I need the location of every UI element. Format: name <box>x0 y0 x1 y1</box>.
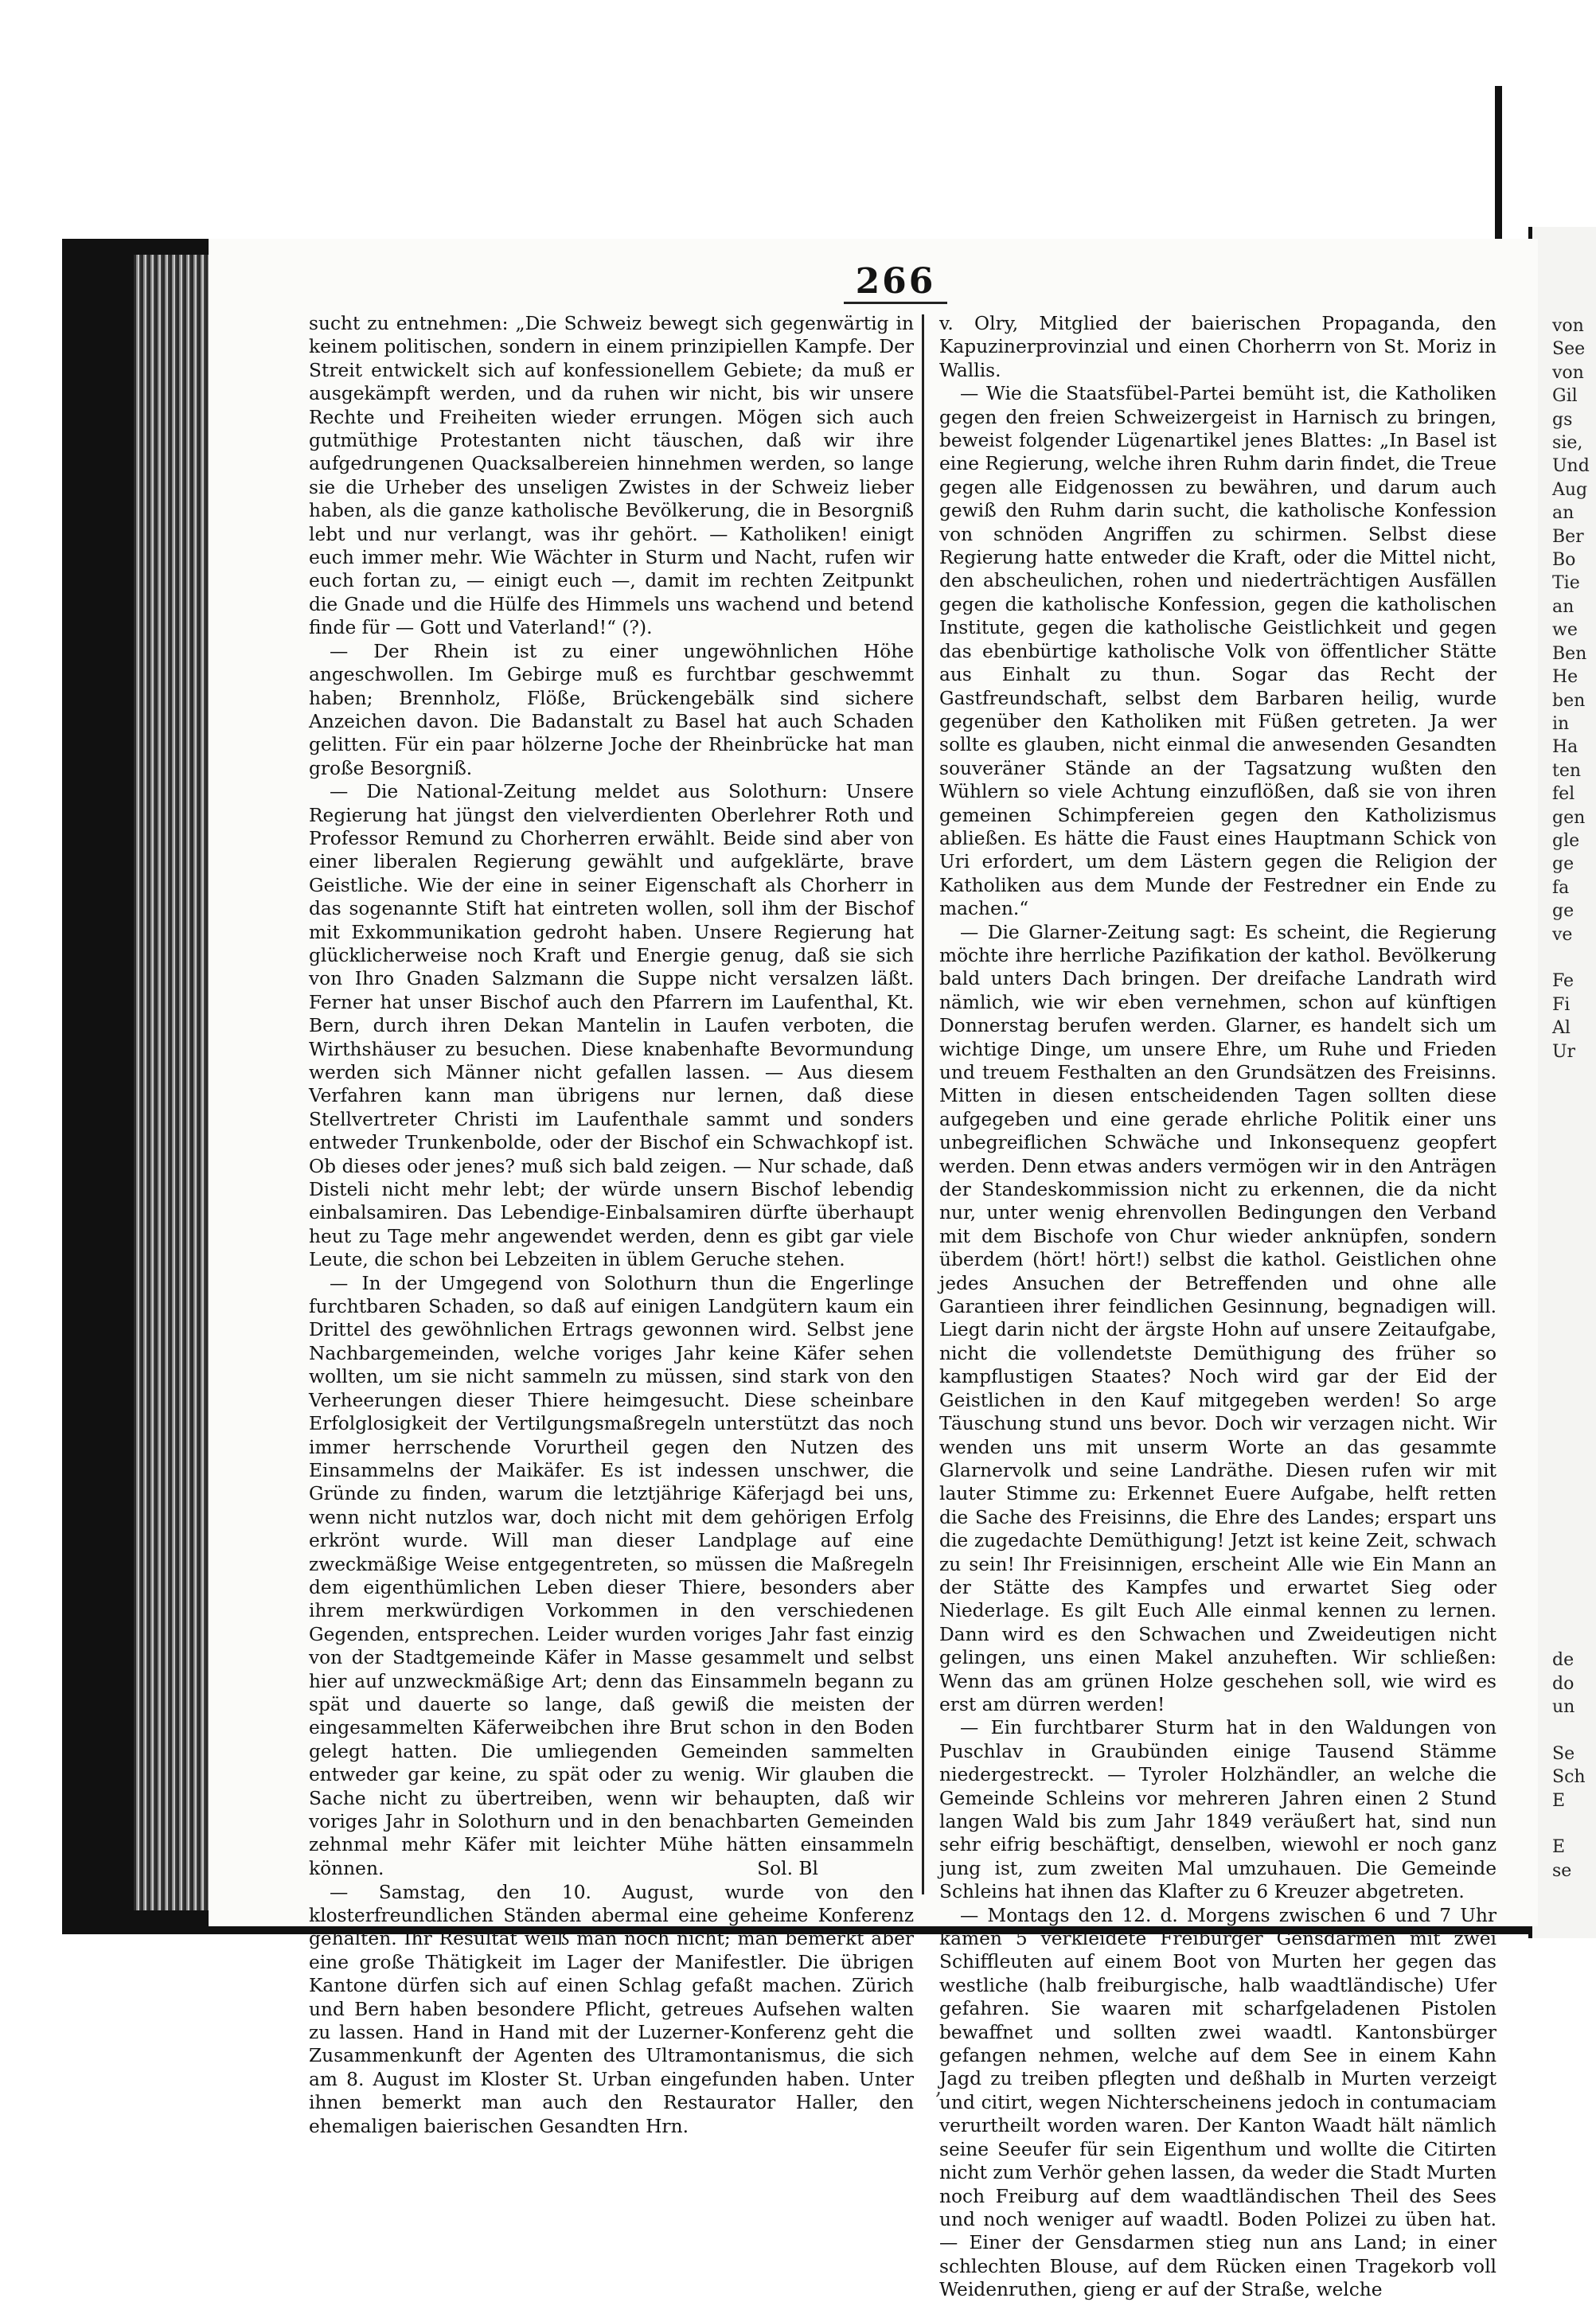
article-paragraph: — Die National-Zeitung meldet aus Solothurn: Unsere Regierung hat jüngst den vielverdienten Oberlehrer Roth und Professor Remund zu Chorherren erwählt. Beide sind aber von einer liberalen Regierung gewählt und aufgeklärte, brave Geistliche. Wie der eine in seiner Eigenschaft als Chorherr in das sogenannte Stift hat eintreten wollen, soll ihm der Bischof mit Exkommunikation gedroht haben. Unsere Regierung hat glücklicherweise noch Kraft und Energie genug, daß sie sich von Ihro Gnaden Salzmann die Suppe nicht versalzen läßt. Ferner hat unser Bischof auch den Pfarrern im Laufenthal, Kt. Bern, durch ihren Dekan Mantelin in Laufen verboten, die Wirthshäuser zu besuchen. Diese knabenhafte Bevormundung werden sich Männer nicht gefallen lassen. — Aus diesem Verfahren kann man übrigens nur lernen, daß diese Stellvertreter Christi im Laufenthale sammt und sonders entweder Trunkenbolde, oder der Bischof ein Schwachkopf ist. Ob dieses oder jenes? muß sich bald zeigen. — Nur schade, daß Disteli nicht mehr lebt; der würde unsern Bischof lebendig einbalsamiren. Das Lebendige-Einbalsamiren dürfte überhaupt heut zu Tage mehr angewendet werden, denn es gibt gar viele Leute, die schon bei Lebzeiten in üblem Geruche stehen. <box>309 781 914 1271</box>
scan-bar <box>1495 86 1502 241</box>
column-divider <box>922 314 924 1894</box>
article-paragraph: — In der Umgegend von Solothurn thun die Engerlinge furchtbaren Schaden, so daß auf einigen Landgütern kaum ein Drittel des gewöhnlichen Ertrags gewonnen wird. Selbst jene Nachbargemeinden, welche voriges Jahr keine Käfer sehen wollten, um sie nicht sammeln zu müssen, sind stark von den Verheerungen dieser Thiere heimgesucht. Diese scheinbare Erfolglosigkeit der Vertilgungsmaßregeln unterstützt das noch immer herrschende Vorurtheil gegen den Nutzen des Einsammelns der Maikäfer. Es ist indessen unschwer, die Gründe zu finden, warum die letztjährige Käferjagd bei uns, wenn nicht nutzlos war, doch nicht mit dem gehörigen Erfolg erkrönt wurde. Will man dieser Landplage auf eine zweckmäßige Weise entgegentreten, so müssen die Maßregeln dem eigenthümlichen Leben dieser Thiere, besonders aber ihrem merkwürdigen Vorkommen in den verschiedenen Gegenden, entsprechen. Leider wurden voriges Jahr fast einzig von der Stadtgemeinde Käfer in Masse gesammelt und selbst hier auf unzweckmäßige Art; denn das Einsammeln begann zu spät und dauerte so lange, daß gewiß die meisten der eingesammelten Käferweibchen ihre Brut schon in den Boden gelegt hatten. Die umliegenden Gemeinden sammelten entweder gar keine, zu spät oder zu wenig. Wir glauben die Sache nicht zu übertreiben, wenn wir behaupten, daß wir voriges Jahr in Solothurn und in den benachbarten Gemeinden zehnmal mehr Käfer mit leichter Mühe hätten einsammeln können. <box>309 1272 914 1879</box>
article-paragraph: — Der Rhein ist zu einer ungewöhnlichen Höhe angeschwollen. Im Gebirge muß es furchtbar geschwemmt haben; Brennholz, Flöße, Brückengebälk sind sichere Anzeichen davon. Die Badanstalt zu Basel hat auch Schaden gelitten. Für ein paar hölzerne Joche der Rheinbrücke hat man große Besorgniß. <box>309 640 914 779</box>
article-paragraph: — Die Glarner-Zeitung sagt: Es scheint, die Regierung möchte ihre herrliche Pazifikation der kathol. Bevölkerung bald unters Dach bringen. Der dreifache Landrath wird nämlich, wie wir eben vernehmen, schon auf künftigen Donnerstag berufen werden. Glarner, es handelt sich um wichtige Dinge, um unsere Ehre, um Ruhe und Frieden und treuem Festhalten an den Grundsätzen des Freisinns. Mitten in diesen entscheidenden Tagen sollten diese aufgegeben und eine gerade ehrliche Politik einer uns unbegreiflichen Schwäche und Inkonsequenz geopfert werden. Denn etwas anders vermögen wir in den Anträgen der Standeskommission nicht zu erkennen, die da nicht nur, unter wenig ehrenvollen Bedingungen den Verband mit dem Bischofe von Chur wieder anknüpfen, sondern überdem (hört! hört!) selbst die kathol. Geistlichen ohne jedes Ansuchen der Betreffenden und ohne alle Garantieen ihrer feindlichen Gesinnung, begnadigen will. Liegt darin nicht der ärgste Hohn auf unsere Zeitaufgabe, nicht die vollendetste Demüthigung des früher so kampflustigen Staates? Noch wird gar der Eid der Geistlichen in den Kauf mitgegeben werden! So arge Täuschung stund uns bevor. Doch wir verzagen nicht. Wir wenden uns mit unserm Worte an das gesammte Glarnervolk und seine Landräthe. Diesen rufen wir mit lauter Stimme zu: Erkennet Euere Aufgabe, helft retten die Sache des Freisinns, die Ehre des Landes; erspart uns die zugedachte Demüthigung! Jetzt ist keine Zeit, schwach zu sein! Ihr Freisinnigen, erscheint Alle wie Ein Mann an der Stätte des Kampfes und erwartet Sieg oder Niederlage. Es gilt Euch Alle einmal kennen zu lernen. Dann wird es den Schwachen und Zweideutigen nicht gelingen, uns einen Makel anzuheften. Wir schließen: Wenn das am grünen Holze geschehen soll, wie wird es erst am dürren werden! <box>939 921 1496 1715</box>
adjacent-page-text: von See von Gil gs sie, Und Aug an Ber Bo Tie an we Ben He ben in Ha ten fel gen gle ge fa ge ve Fe Fi Al Ur de do un Se Sch E E se <box>1552 316 1590 1881</box>
article-paragraph: — Samstag, den 10. August, wurde von den klosterfreundlichen Ständen abermal eine geheime Konferenz gehalten. Ihr Resultat weiß man noch nicht; man bemerkt aber eine große Thätigkeit im Lager der Manifestler. Die übrigen Kantone dürfen sich auf einen Schlag gefaßt machen. Zürich und Bern haben besondere Pflicht, getreues Aufsehen walten zu lassen. Hand in Hand mit der Luzerner-Konferenz geht die Zusammenkunft der Agenten des Ultramontanismus, die sich am 8. August im Kloster St. Urban eingefunden haben. Unter ihnen bemerkt man auch den Restaurator Haller, den ehemaligen baierischen Gesandten Hrn. <box>309 1881 914 2137</box>
article-paragraph: — Ein furchtbarer Sturm hat in den Waldungen von Puschlav in Graubünden einige Tausend Stämme niedergestreckt. — Tyroler Holzhändler, an welche die Gemeinde Schleins vor mehreren Jahren einen 2 Stund langen Wald bis zum Jahr 1849 veräußert hat, sind nun sehr eifrig beschäftigt, denselben, wiewohl er noch ganz jung ist, zum zweiten Mal umzuhauen. Die Gemeinde Schleins hat ihnen das Klafter zu 6 Kreuzer abgetreten. <box>939 1717 1496 1903</box>
article-paragraph: — Montags den 12. d. Morgens zwischen 6 und 7 Uhr kamen 5 verkleidete Freiburger Gensdarmen mit zwei Schiffleuten auf einem Boot von Murten her gegen das westliche (halb freiburgische, halb waadtländische) Ufer gefahren. Sie waaren mit scharfgeladenen Pistolen bewaffnet und sollten zwei waadtl. Kantonsbürger gefangen nehmen, welche auf dem See in einem Kahn Jagd zu treiben pflegten und deßhalb in Murten verzeigt und citirt, wegen Nichterscheinens jedoch in contumaciam verurtheilt worden waren. Der Kanton Waadt hält nämlich seine Seeufer für sein Eigenthum und wollte die Citirten nicht zum Verhör gehen lassen, da weder die Stadt Murten noch Freiburg auf dem waadtländischen Theil des Sees und noch weniger auf waadtl. Boden Polizei zu üben hat. — Einer der Gensdarmen stieg nun ans Land; in einer schlechten Blouse, auf dem Rücken einen Tragekorb voll Weidenruthen, gieng er auf der Straße, welche <box>939 1904 1496 2301</box>
right-column <box>939 312 1496 2301</box>
source-signature: Sol. Bl <box>757 1858 818 1880</box>
page-number: 266 <box>844 261 947 304</box>
left-column <box>309 312 914 2137</box>
scan-mark: , <box>935 2076 942 2100</box>
article-paragraph: v. Olry, Mitglied der baierischen Propaganda, den Kapuzinerprovinzial und einen Chorherrn von St. Moriz in Wallis. <box>939 313 1496 381</box>
article-paragraph: — Wie die Staatsfübel-Partei bemüht ist, die Katholiken gegen den freien Schweizergeist in Harnisch zu bringen, beweist folgender Lügenartikel jenes Blattes: „In Basel ist eine Regierung, welche ihren Ruhm darin findet, die Treue gegen alle Eidgenossen zu bewähren, und darum auch gewiß den Ruhm darin sucht, die katholische Konfession von schnöden Angriffen zu schirmen. Selbst diese Regierung hatte entweder die Kraft, oder die Mittel nicht, den abscheulichen, rohen und niederträchtigen Ausfällen gegen die katholische Konfession, gegen die katholischen Institute, gegen die katholische Geistlichkeit und gegen das ebenbürtige katholische Volk von öffentlicher Stätte aus Einhalt zu thun. Sogar das Recht der Gastfreundschaft, selbst dem Barbaren heilig, wurde gegenüber den Katholiken mit Füßen getreten. Ja wer sollte es glauben, nicht einmal die anwesenden Gesandten souveräner Stände an der Tagsatzung wußten den Wühlern so viele Achtung einzuflößen, daß sie von ihren gemeinen Schimpfereien gegen den Katholizismus abließen. Es hätte die Faust eines Hauptmann Schick von Uri erfordert, um dem Lästern gegen die Religion der Katholiken aus dem Munde der Festredner ein Ende zu machen.“ <box>939 383 1496 920</box>
article-paragraph: sucht zu entnehmen: „Die Schweiz bewegt sich gegenwärtig in keinem politischen, sondern in einem prinzipiellen Kampfe. Der Streit entwickelt sich auf konfessionellem Gebiete; da muß er ausgekämpft werden, und da ruhen wir nicht, bis wir unsere Rechte und Freiheiten wieder errungen. Mögen sich auch gutmüthige Protestanten nicht täuschen, daß wir ihre aufgedrungenen Quacksalbereien hinnehmen werden, so lange sie die Urheber des unseligen Zwistes in der Schweiz lieber haben, als die ganze katholische Bevölkerung, die in Besorgniß lebt und nur verlangt, was ihr gehört. — Katholiken! einigt euch immer mehr. Wie Wächter in Sturm und Nacht, rufen wir euch fortan zu, — einigt euch —, damit im rechten Zeitpunkt die Gnade und die Hülfe des Himmels uns wachend und betend finde für — Gott und Vaterland!“ (?). <box>309 313 914 639</box>
